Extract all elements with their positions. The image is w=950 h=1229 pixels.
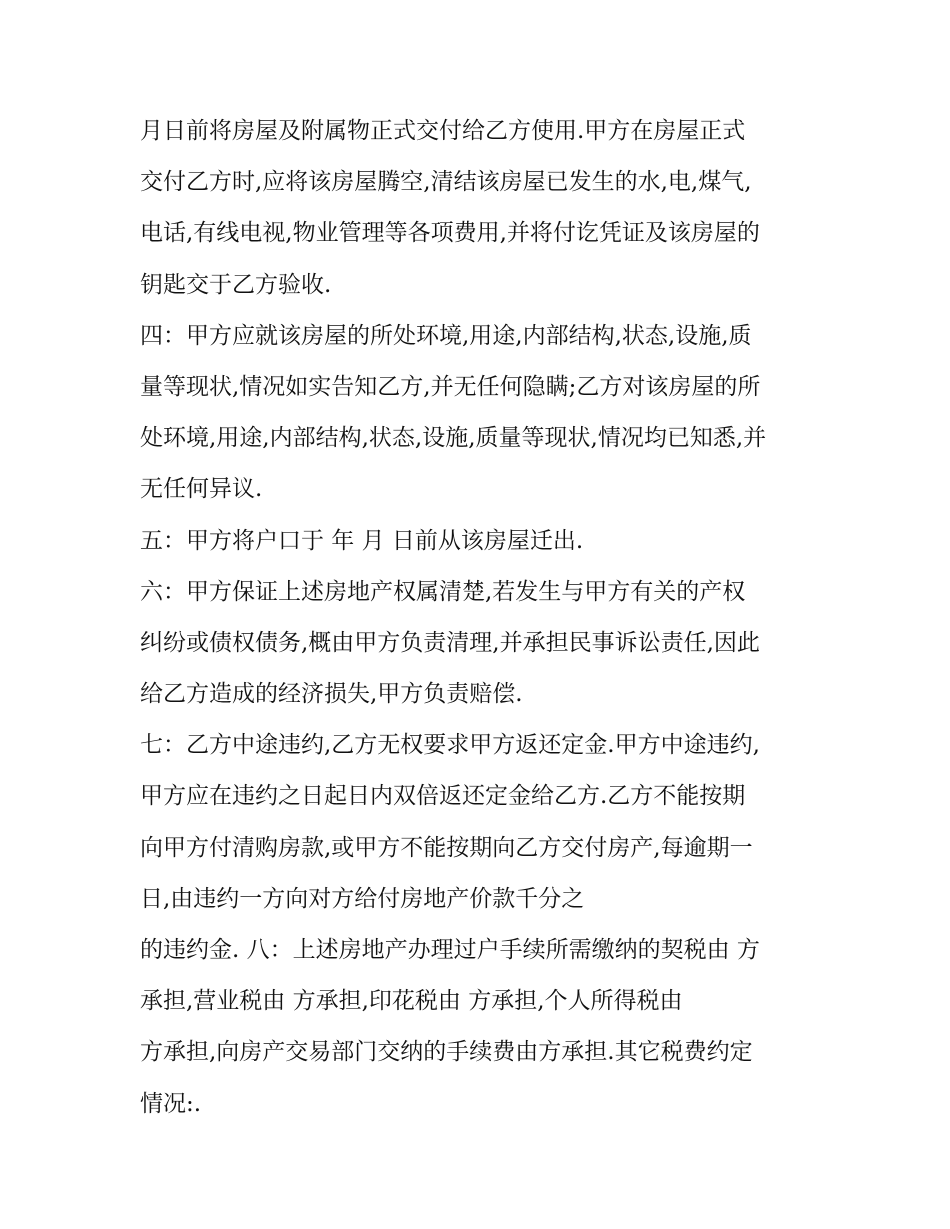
text-line-9: 五：甲方将户口于 年 月 日前从该房屋迁出. — [140, 527, 584, 554]
text-line-18: 承担,营业税由 方承担,印花税由 方承担,个人所得税由 — [140, 988, 683, 1015]
text-line-6: 量等现状,情况如实告知乙方,并无任何隐瞒;乙方对该房屋的所 — [140, 373, 761, 400]
text-line-7: 处环境,用途,内部结构,状态,设施,质量等现状,情况均已知悉,并 — [140, 425, 767, 452]
text-line-1: 月日前将房屋及附属物正式交付给乙方使用.甲方在房屋正式 — [140, 118, 746, 144]
text-line-8: 无任何异议. — [140, 476, 263, 503]
text-line-2: 交付乙方时,应将该房屋腾空,清结该房屋已发生的水,电,煤气, — [140, 169, 752, 196]
text-line-16: 日,由违约一方向对方给付房地产价款千分之 — [140, 885, 585, 912]
text-line-14: 甲方应在违约之日起日内双倍返还定金给乙方.乙方不能按期 — [140, 783, 746, 810]
text-line-12: 给乙方造成的经济损失,甲方负责赔偿. — [140, 681, 523, 708]
text-line-15: 向甲方付清购房款,或甲方不能按期向乙方交付房产,每逾期一 — [140, 834, 753, 861]
text-line-5: 四：甲方应就该房屋的所处环境,用途,内部结构,状态,设施,质 — [140, 322, 752, 349]
text-line-19: 方承担,向房产交易部门交纳的手续费由方承担.其它税费约定 — [140, 1039, 753, 1066]
text-line-20: 情况:. — [140, 1090, 202, 1117]
text-line-3: 电话,有线电视,物业管理等各项费用,并将付讫凭证及该房屋的 — [140, 220, 760, 247]
text-line-4: 钥匙交于乙方验收. — [140, 271, 332, 298]
text-line-13: 七：乙方中途违约,乙方无权要求甲方返还定金.甲方中途违约, — [140, 732, 760, 759]
text-line-11: 纠纷或债权债务,概由甲方负责清理,并承担民事诉讼责任,因此 — [140, 629, 760, 656]
text-line-10: 六：甲方保证上述房地产权属清楚,若发生与甲方有关的产权 — [140, 578, 746, 605]
contract-text-body — [140, 106, 820, 1130]
text-line-17: 的违约金. 八：上述房地产办理过户手续所需缴纳的契税由 方 — [140, 937, 760, 963]
